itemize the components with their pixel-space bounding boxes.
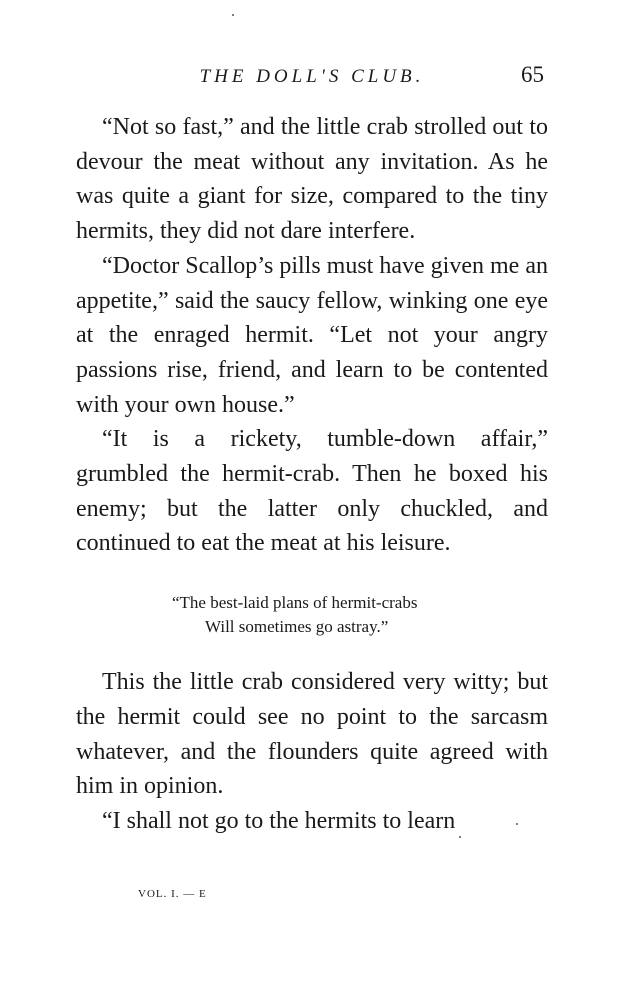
paragraph-1: “Not so fast,” and the little crab strolled out to devour the meat without any invitation. As he was quite a giant for size, compared to the tiny hermits, they did not dare interfere. — [76, 114, 548, 245]
paper-speck — [516, 823, 518, 825]
running-title: THE DOLL'S CLUB. — [199, 66, 425, 87]
paper-speck — [459, 836, 461, 838]
paragraph-2: “Doctor Scallop’s pills must have given me an appetite,” said the saucy fellow, winking one eye at the enraged hermit. “Let not your angry passions rise, friend, and learn to be contented with your own house.” — [76, 252, 548, 418]
paragraph-5: “I shall not go to the hermits to learn — [102, 807, 456, 834]
paper-speck — [232, 14, 234, 16]
verse-quote — [76, 591, 548, 639]
paragraph-4: This the little crab considered very witty; but the hermit could see no point to the sarcasm whatever, and the flounders quite agreed with him in opinion. — [76, 669, 548, 800]
verse-line-2: Will sometimes go astray.” — [205, 617, 389, 637]
running-head — [76, 60, 548, 96]
paragraph-3: “It is a rickety, tumble-down affair,” grumbled the hermit-crab. Then he boxed his enemy; but the latter only chuckled, and continued to eat the meat at his leisure. — [76, 426, 548, 557]
page-number: 65 — [521, 62, 544, 87]
signature-mark: VOL. I. — E — [138, 888, 207, 900]
body-text — [76, 110, 548, 839]
verse-line-1: “The best-laid plans of hermit-crabs — [172, 593, 418, 613]
